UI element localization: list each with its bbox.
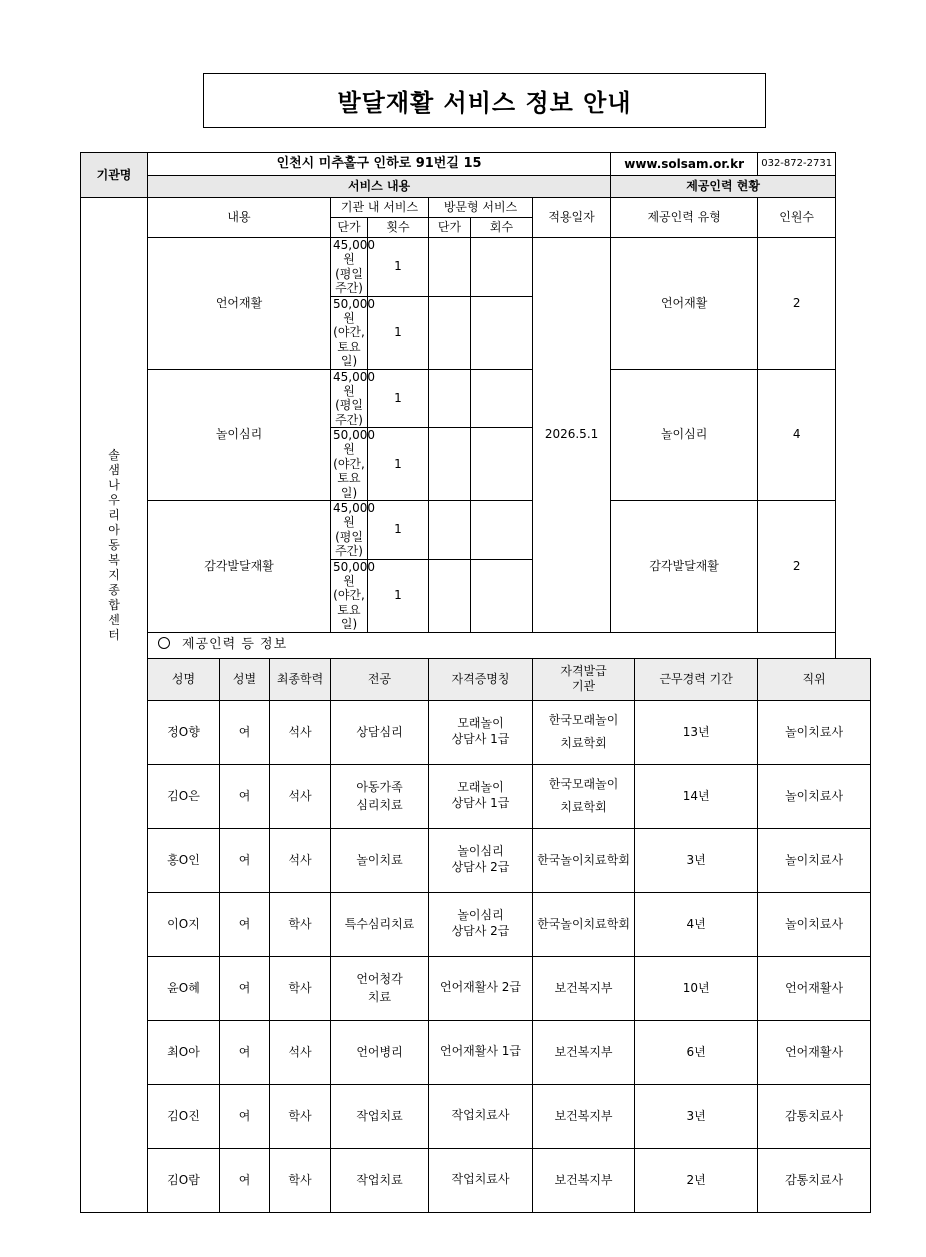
- issuer-header-line1: 자격발급: [560, 664, 607, 679]
- issuer-line1: 한국모래놀이: [548, 777, 619, 792]
- major-line1: 작업치료: [356, 1173, 403, 1188]
- staff-major: [331, 828, 429, 892]
- major-line1: 아동가족: [356, 780, 403, 795]
- visit-count-empty: [471, 296, 533, 369]
- price-note: (야간, 토요일): [333, 588, 365, 632]
- visit-count-empty: [471, 559, 533, 632]
- staff-education: 학사: [270, 956, 331, 1020]
- staff-issuer: [533, 1020, 635, 1084]
- org-name-char: 동: [108, 538, 120, 552]
- col-name-header: 성명: [148, 658, 220, 700]
- service-count: 1: [368, 501, 429, 560]
- staff-major: [331, 1148, 429, 1212]
- staff-position: 감통치료사: [758, 1148, 871, 1212]
- col-staff-type-header: 제공인력 유형: [611, 198, 758, 238]
- staff-education: 학사: [270, 1084, 331, 1148]
- staff-major: [331, 700, 429, 764]
- staff-row: [81, 828, 871, 892]
- staff-cert: [429, 700, 533, 764]
- major-line1: 작업치료: [356, 1109, 403, 1124]
- cert-line1: 언어재활사 2급: [439, 980, 521, 995]
- staff-name: 최O아: [148, 1020, 220, 1084]
- service-name: 언어재활: [148, 238, 331, 370]
- staff-career: 4년: [635, 892, 758, 956]
- staff-gender: 여: [220, 828, 270, 892]
- issuer-line1: 보건복지부: [554, 1172, 613, 1187]
- staff-career: 10년: [635, 956, 758, 1020]
- staff-position: 언어재활사: [758, 956, 871, 1020]
- staff-position: 놀이치료사: [758, 764, 871, 828]
- cert-line1: 작업치료사: [451, 1172, 510, 1187]
- staff-name: 이O지: [148, 892, 220, 956]
- col-major-header: 전공: [331, 658, 429, 700]
- apply-date: 2026.5.1: [533, 238, 611, 633]
- price-value: 45,000원: [333, 238, 375, 267]
- staff-gender: 여: [220, 700, 270, 764]
- org-label: 기관명: [81, 153, 148, 198]
- staff-info-section: [148, 632, 836, 658]
- service-count: 1: [368, 559, 429, 632]
- staff-status-header: 제공인력 현황: [611, 176, 836, 198]
- visit-count-empty: [471, 369, 533, 428]
- staff-row: [81, 1148, 871, 1212]
- major-line1: 언어병리: [356, 1045, 403, 1060]
- staff-num: 2: [758, 238, 836, 370]
- circle-bullet-icon: [158, 637, 170, 649]
- cert-line2: 상담사 1급: [451, 796, 510, 811]
- staff-career: 2년: [635, 1148, 758, 1212]
- issuer-line1: 한국놀이치료학회: [537, 852, 630, 867]
- service-count: 1: [368, 428, 429, 501]
- price-value: 50,000원: [333, 428, 375, 457]
- org-name-char: 우: [108, 493, 120, 507]
- col-count-header: 횟수: [368, 218, 429, 238]
- service-row: [81, 501, 871, 560]
- cert-line1: 놀이심리: [457, 908, 504, 923]
- staff-position: 놀이치료사: [758, 892, 871, 956]
- org-name-char: 센: [108, 613, 120, 627]
- visit-count-empty: [471, 238, 533, 297]
- col-gender-header: 성별: [220, 658, 270, 700]
- service-price: [331, 296, 375, 369]
- org-name-vertical: [81, 198, 148, 1213]
- visit-count-empty: [471, 428, 533, 501]
- staff-row: [81, 956, 871, 1020]
- major-line2: 치료: [367, 990, 392, 1005]
- staff-type: 감각발달재활: [611, 501, 758, 633]
- col-position-header: 직위: [758, 658, 871, 700]
- staff-info-label: 제공인력 등 정보: [182, 636, 288, 652]
- major-line1: 놀이치료: [356, 853, 403, 868]
- org-name-char: 종: [108, 583, 120, 597]
- staff-career: 14년: [635, 764, 758, 828]
- staff-issuer: [533, 892, 635, 956]
- visit-price-empty: [429, 369, 471, 428]
- service-name: 감각발달재활: [148, 501, 331, 633]
- price-note: (평일 주간): [335, 266, 363, 296]
- col-content-header: 내용: [148, 198, 331, 238]
- staff-cert: [429, 1020, 533, 1084]
- document-title: 발달재활 서비스 정보 안내: [203, 73, 766, 128]
- visit-price-empty: [429, 559, 471, 632]
- cert-line1: 언어재활사 1급: [439, 1044, 521, 1059]
- visit-count-empty: [471, 501, 533, 560]
- cert-line1: 작업치료사: [451, 1108, 510, 1123]
- staff-cert: [429, 828, 533, 892]
- staff-row: [81, 764, 871, 828]
- issuer-line1: 보건복지부: [554, 980, 613, 995]
- service-count: 1: [368, 369, 429, 428]
- service-price: [331, 369, 375, 428]
- visit-price-empty: [429, 238, 471, 297]
- col-visit-count-header: 회수: [471, 218, 533, 238]
- service-row: [81, 369, 871, 428]
- service-info-table: [80, 152, 871, 1213]
- staff-cert: [429, 1148, 533, 1212]
- cert-line1: 놀이심리: [457, 844, 504, 859]
- issuer-line2: 치료학회: [560, 800, 607, 815]
- issuer-line1: 보건복지부: [554, 1108, 613, 1123]
- staff-gender: 여: [220, 1020, 270, 1084]
- major-line2: 심리치료: [356, 798, 403, 813]
- staff-name: 정O향: [148, 700, 220, 764]
- price-note: (평일 주간): [335, 398, 363, 427]
- col-visit-price-header: 단가: [429, 218, 471, 238]
- service-count: 1: [368, 296, 429, 369]
- staff-major: [331, 956, 429, 1020]
- staff-cert: [429, 1084, 533, 1148]
- staff-gender: 여: [220, 892, 270, 956]
- staff-issuer: [533, 764, 635, 828]
- service-count: 1: [368, 238, 429, 297]
- visit-price-empty: [429, 428, 471, 501]
- major-line1: 상담심리: [356, 725, 403, 740]
- service-price: [331, 559, 375, 632]
- org-name-char: 샘: [108, 463, 120, 477]
- col-visit-header: 방문형 서비스: [429, 198, 533, 218]
- staff-position: 놀이치료사: [758, 700, 871, 764]
- staff-gender: 여: [220, 956, 270, 1020]
- staff-career: 13년: [635, 700, 758, 764]
- staff-row: [81, 1020, 871, 1084]
- col-issuer-header: [533, 658, 635, 700]
- service-row: [81, 238, 871, 297]
- staff-education: 학사: [270, 892, 331, 956]
- issuer-header-line2: 기관: [571, 679, 596, 694]
- website: www.solsam.or.kr: [611, 153, 758, 176]
- staff-cert: [429, 956, 533, 1020]
- org-name-char: 터: [108, 628, 120, 642]
- staff-position: 놀이치료사: [758, 828, 871, 892]
- address: 인천시 미추홀구 인하로 91번길 15: [148, 153, 611, 176]
- price-note: (평일 주간): [335, 529, 363, 559]
- col-career-header: 근무경력 기간: [635, 658, 758, 700]
- staff-major: [331, 1084, 429, 1148]
- major-line1: 언어청각: [356, 972, 403, 987]
- service-price: [331, 238, 375, 297]
- staff-row: [81, 1084, 871, 1148]
- price-value: 50,000원: [333, 296, 375, 325]
- staff-position: 언어재활사: [758, 1020, 871, 1084]
- staff-issuer: [533, 1148, 635, 1212]
- service-price: [331, 428, 375, 501]
- staff-major: [331, 892, 429, 956]
- cert-line2: 상담사 2급: [451, 860, 510, 875]
- issuer-line1: 보건복지부: [554, 1044, 613, 1059]
- price-value: 50,000원: [333, 559, 375, 588]
- visit-price-empty: [429, 296, 471, 369]
- col-education-header: 최종학력: [270, 658, 331, 700]
- col-cert-header: 자격증명칭: [429, 658, 533, 700]
- staff-education: 석사: [270, 1020, 331, 1084]
- staff-type: 언어재활: [611, 238, 758, 370]
- org-name-char: 지: [108, 568, 120, 582]
- org-name-char: 리: [108, 508, 120, 522]
- org-name-char: 나: [108, 478, 120, 492]
- staff-name: 김O은: [148, 764, 220, 828]
- staff-cert: [429, 764, 533, 828]
- col-price-header: 단가: [331, 218, 368, 238]
- staff-num: 4: [758, 369, 836, 501]
- col-staff-num-header: 인원수: [758, 198, 836, 238]
- staff-name: 홍O인: [148, 828, 220, 892]
- issuer-line2: 치료학회: [560, 736, 607, 751]
- staff-row: [81, 892, 871, 956]
- cert-line2: 상담사 1급: [451, 732, 510, 747]
- price-value: 45,000원: [333, 369, 375, 398]
- cert-line1: 모래놀이: [457, 780, 504, 795]
- staff-education: 석사: [270, 700, 331, 764]
- staff-major: [331, 764, 429, 828]
- staff-cert: [429, 892, 533, 956]
- staff-row: [81, 700, 871, 764]
- price-value: 45,000원: [333, 501, 375, 530]
- staff-name: 김O람: [148, 1148, 220, 1212]
- visit-price-empty: [429, 501, 471, 560]
- price-note: (야간, 토요일): [333, 325, 365, 369]
- staff-major: [331, 1020, 429, 1084]
- staff-name: 윤O혜: [148, 956, 220, 1020]
- staff-issuer: [533, 1084, 635, 1148]
- staff-position: 감통치료사: [758, 1084, 871, 1148]
- staff-type: 놀이심리: [611, 369, 758, 501]
- cert-line1: 모래놀이: [457, 716, 504, 731]
- staff-gender: 여: [220, 764, 270, 828]
- staff-career: 6년: [635, 1020, 758, 1084]
- staff-education: 석사: [270, 764, 331, 828]
- org-name-char: 복: [108, 553, 120, 567]
- service-content-header: 서비스 내용: [148, 176, 611, 198]
- org-name-char: 솔: [108, 448, 120, 462]
- staff-gender: 여: [220, 1148, 270, 1212]
- service-name: 놀이심리: [148, 369, 331, 501]
- cert-line2: 상담사 2급: [451, 924, 510, 939]
- staff-education: 석사: [270, 828, 331, 892]
- issuer-line1: 한국놀이치료학회: [537, 916, 630, 931]
- staff-issuer: [533, 700, 635, 764]
- org-name-char: 아: [108, 523, 120, 537]
- col-apply-date-header: 적용일자: [533, 198, 611, 238]
- staff-issuer: [533, 956, 635, 1020]
- price-note: (야간, 토요일): [333, 456, 365, 500]
- service-price: [331, 501, 375, 560]
- staff-issuer: [533, 828, 635, 892]
- staff-name: 김O진: [148, 1084, 220, 1148]
- phone: 032-872-2731: [758, 153, 836, 176]
- col-inhouse-header: 기관 내 서비스: [331, 198, 429, 218]
- staff-education: 학사: [270, 1148, 331, 1212]
- org-name-char: 합: [108, 598, 120, 612]
- staff-gender: 여: [220, 1084, 270, 1148]
- staff-num: 2: [758, 501, 836, 633]
- major-line1: 특수심리치료: [344, 917, 415, 932]
- staff-career: 3년: [635, 1084, 758, 1148]
- staff-career: 3년: [635, 828, 758, 892]
- issuer-line1: 한국모래놀이: [548, 713, 619, 728]
